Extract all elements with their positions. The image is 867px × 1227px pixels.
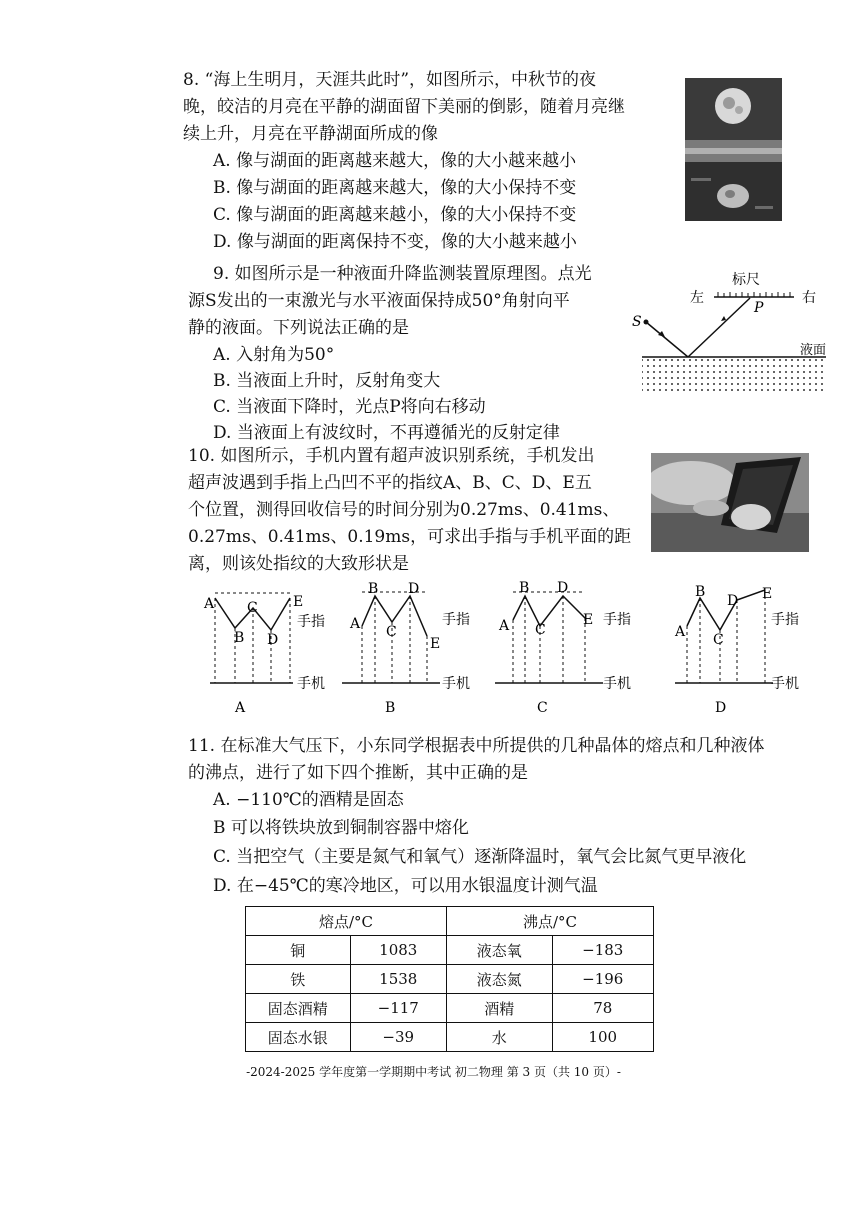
q10-line-5: 离，则该处指纹的大致形状是 <box>188 554 409 574</box>
q11-option-c: C. 当把空气（主要是氮气和氧气）逐渐降温时，氧气会比氮气更早液化 <box>213 847 747 867</box>
svg-text:A: A <box>350 616 361 632</box>
page-footer: -2024-2025 学年度第一学期期中考试 初二物理 第 3 页（共 10 页）- <box>246 1065 621 1079</box>
q8-line-2: 晚，皎洁的月亮在平静的湖面留下美丽的倒影，随着月亮继 <box>183 97 625 117</box>
svg-text:E: E <box>430 636 441 652</box>
melting-header: 熔点/°C <box>246 907 447 936</box>
phone-label: 手机 <box>297 676 325 692</box>
boiling-header: 沸点/°C <box>447 907 654 936</box>
q9-line-2: 源S发出的一束激光与水平液面保持成50°角射向平 <box>188 291 570 311</box>
svg-text:D: D <box>557 580 569 596</box>
melting-boiling-table <box>245 906 654 1052</box>
label-b: B <box>234 630 245 646</box>
q9-option-a: A. 入射角为50° <box>213 345 335 365</box>
option-a-diagram <box>203 593 325 716</box>
liquid-level-diagram <box>628 268 828 400</box>
finger-label: 手指 <box>297 614 325 630</box>
q11-option-a: A. −110℃的酒精是固态 <box>213 790 404 810</box>
q9-option-c: C. 当液面下降时，光点P将向右移动 <box>213 397 486 417</box>
q10-line-4: 0.27ms、0.41ms、0.19ms，可求出手指与手机平面的距 <box>188 527 632 547</box>
label-a: A <box>204 596 215 612</box>
table-row: 固态酒精 −117 酒精 78 <box>246 994 654 1023</box>
q10-line-1: 10. 如图所示，手机内置有超声波识别系统，手机发出 <box>188 446 595 466</box>
svg-text:C: C <box>535 622 546 638</box>
table-row: 固态水银 −39 水 100 <box>246 1023 654 1052</box>
fingerprint-option-diagrams <box>195 578 815 718</box>
option-d-diagram <box>674 584 799 716</box>
option-b-diagram <box>342 581 470 716</box>
svg-text:A: A <box>675 624 686 640</box>
phone-fingerprint-photo <box>651 453 809 552</box>
label-e: E <box>293 594 304 610</box>
q9-option-b: B. 当液面上升时，反射角变大 <box>213 371 441 391</box>
q11-line-2: 的沸点，进行了如下四个推断，其中正确的是 <box>188 763 528 783</box>
q10-line-2: 超声波遇到手指上凸凹不平的指纹A、B、C、D、E五 <box>188 473 592 493</box>
svg-text:B: B <box>695 584 706 600</box>
svg-text:手指: 手指 <box>771 612 799 628</box>
q8-line-1: 8. “海上生明月，天涯共此时”，如图所示，中秋节的夜 <box>183 70 597 90</box>
q11-option-b: B 可以将铁块放到铜制容器中熔化 <box>213 818 469 838</box>
point-p-label: P <box>754 300 764 316</box>
q8-line-3: 续上升，月亮在平静湖面所成的像 <box>183 124 438 144</box>
svg-text:A: A <box>499 618 510 634</box>
svg-text:E: E <box>762 586 773 602</box>
moon-reflection-photo <box>685 78 782 221</box>
svg-text:D: D <box>408 581 420 597</box>
svg-text:手机: 手机 <box>771 676 799 692</box>
svg-text:手指: 手指 <box>603 612 631 628</box>
svg-text:手机: 手机 <box>603 676 631 692</box>
svg-text:手机: 手机 <box>442 676 470 692</box>
q9-line-3: 静的液面。下列说法正确的是 <box>188 318 409 338</box>
option-c-diagram <box>495 580 631 716</box>
svg-text:C: C <box>537 700 548 716</box>
q8-option-c: C. 像与湖面的距离越来越小，像的大小保持不变 <box>213 205 577 225</box>
svg-text:B: B <box>519 580 530 596</box>
label-c: C <box>247 600 258 616</box>
ruler-label: 标尺 <box>732 272 760 288</box>
svg-text:C: C <box>386 624 397 640</box>
q11-line-1: 11. 在标准大气压下，小东同学根据表中所提供的几种晶体的熔点和几种液体 <box>188 736 765 756</box>
left-label: 左 <box>690 290 704 306</box>
q9-option-d: D. 当液面上有波纹时，不再遵循光的反射定律 <box>213 423 560 443</box>
q8-option-a: A. 像与湖面的距离越来越大，像的大小越来越小 <box>213 151 577 171</box>
q8-option-b: B. 像与湖面的距离越来越大，像的大小保持不变 <box>213 178 577 198</box>
liquid-label: 液面 <box>800 343 827 358</box>
svg-text:手指: 手指 <box>442 612 470 628</box>
svg-text:C: C <box>713 632 724 648</box>
q8-option-d: D. 像与湖面的距离保持不变，像的大小越来越小 <box>213 232 577 252</box>
q11-option-d: D. 在−45℃的寒冷地区，可以用水银温度计测气温 <box>213 876 598 896</box>
choice-a: A <box>235 700 246 716</box>
svg-text:B: B <box>385 700 396 716</box>
label-d: D <box>267 632 279 648</box>
right-label: 右 <box>802 290 816 306</box>
table-row: 铁 1538 液态氮 −196 <box>246 965 654 994</box>
svg-text:E: E <box>583 612 594 628</box>
svg-text:D: D <box>715 700 727 716</box>
svg-text:D: D <box>727 593 739 609</box>
table-row: 铜 1083 液态氧 −183 <box>246 936 654 965</box>
svg-text:B: B <box>368 581 379 597</box>
q10-line-3: 个位置，测得回收信号的时间分别为0.27ms、0.41ms、 <box>188 500 620 520</box>
source-label: S <box>632 314 642 330</box>
q9-line-1: 9. 如图所示是一种液面升降监测装置原理图。点光 <box>213 264 592 284</box>
